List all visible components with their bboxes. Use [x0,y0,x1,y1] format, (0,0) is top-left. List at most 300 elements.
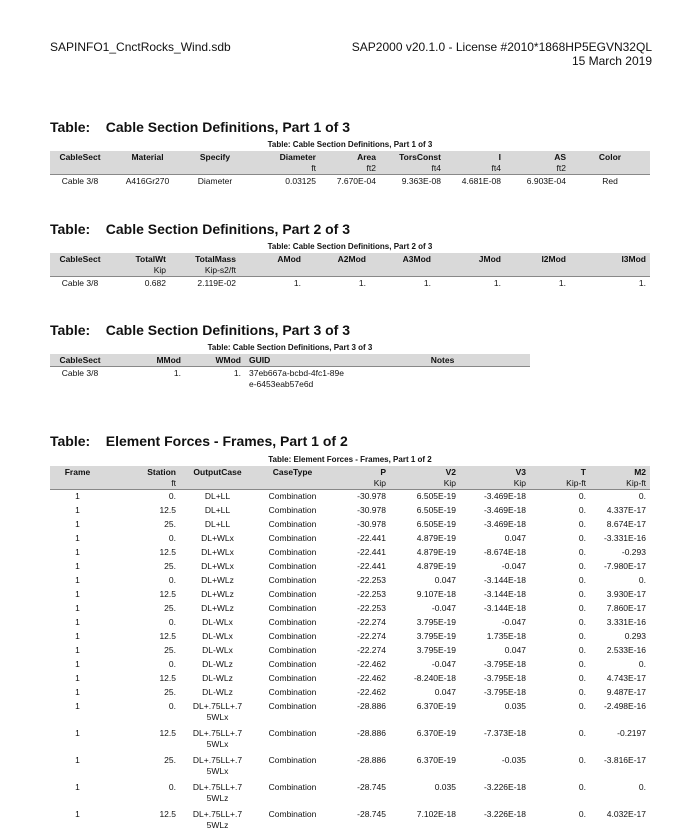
table-cell: 6.505E-19 [416,519,456,529]
table-cell: 0. [168,617,176,627]
table-cell: 0. [578,533,586,543]
table-cell: Combination [268,617,317,627]
table-cell: Combination [268,701,317,711]
column-unit: Kip [390,478,460,489]
table-cell: -0.047 [501,617,526,627]
table-cell: 0. [578,575,586,585]
table-cell: -30.978 [357,519,386,529]
table-row [50,175,650,197]
column-unit: Kip [330,478,390,489]
table-cell: 3.331E-16 [606,617,646,627]
table-row [50,630,650,644]
table-cell: Combination [268,728,317,738]
table-cell: -7.373E-18 [483,728,526,738]
table-cell: 0. [578,547,586,557]
table-cell: DL-WLz [202,659,233,669]
table-cell: -28.886 [357,701,386,711]
column-header: GUID [245,354,355,366]
column-header: CableSect [50,354,110,366]
table-row [50,504,650,518]
table-cell: Diameter [197,176,233,186]
column-header: Area [320,151,380,163]
table-cell: 0. [638,782,646,792]
cable-section-table-2 [50,253,650,299]
column-unit [255,478,330,489]
column-unit [435,265,505,276]
table-cell: 1 [75,645,80,655]
table-cell: -30.978 [357,491,386,501]
table-cell: 0. [168,533,176,543]
table-row [50,808,650,835]
table-cell [355,367,530,398]
table-cell: 2.119E-02 [197,278,236,288]
table-cell: -0.035 [501,755,526,765]
table-cell: 1 [75,561,80,571]
column-unit: Kip-s2/ft [170,265,240,276]
table-cell: -0.293 [621,547,646,557]
table-cell: DL+.75LL+.7 5WLx [192,755,243,776]
table-cell: 0.047 [434,687,456,697]
table-cell: 1 [75,491,80,501]
table-cell: 0. [168,491,176,501]
table-cell: -22.253 [357,603,386,613]
table-cell: DL-WLz [202,687,233,697]
table-cell: Combination [268,809,317,819]
table-cell: 4.681E-08 [461,176,501,186]
table-row [50,367,530,398]
column-header: OutputCase [180,466,255,478]
table-row [50,700,650,727]
column-unit: ft [105,478,180,489]
table-cell: DL+.75LL+.7 5WLx [192,728,243,749]
program-license: SAP2000 v20.1.0 - License #2010*1868HP5EGVN32QL [351,40,652,54]
table-cell: 12.5 [159,547,176,557]
table-cell: DL-WLx [202,617,233,627]
table-row [50,644,650,658]
column-unit [305,265,370,276]
table-cell: 1 [75,782,80,792]
table-row [50,560,650,574]
table-cell: -22.441 [357,547,386,557]
table-cell: -0.047 [431,659,456,669]
table-cell: 0. [578,755,586,765]
table-cell: 4.879E-19 [416,561,456,571]
column-unit [505,265,570,276]
table-cell: -3.469E-18 [483,505,526,515]
table-cell: 0.682 [144,278,166,288]
column-header: Color [570,151,650,163]
table-cell: 1 [75,701,80,711]
table-row [50,518,650,532]
table-cell: Combination [268,782,317,792]
column-header: I [445,151,505,163]
table-cell: 0. [638,659,646,669]
table-cell: 12.5 [159,728,176,738]
column-header: TotalMass [170,253,240,265]
table-cell: 0. [578,701,586,711]
table-cell: 1 [75,519,80,529]
table-cell: Combination [268,673,317,683]
table-cell: -22.441 [357,561,386,571]
table-cell: Combination [268,659,317,669]
table-cell: -22.441 [357,533,386,543]
table-cell: -28.745 [357,782,386,792]
table-cell: 0. [578,603,586,613]
table-cell: 25. [164,519,176,529]
table-cell: 1 [75,547,80,557]
column-header: WMod [185,354,245,366]
column-header: V3 [460,466,530,478]
table-cell: 0. [638,491,646,501]
column-unit: Kip-ft [530,478,590,489]
column-header: M2 [590,466,650,478]
table-cell: -3.469E-18 [483,519,526,529]
table-cell: 1 [75,575,80,585]
table2-title: Table: Cable Section Definitions, Part 2 of 3 [50,221,351,237]
table-row [50,616,650,630]
table-cell: DL+LL [204,491,231,501]
column-header: Frame [50,466,105,478]
table-cell: 1 [75,631,80,641]
table-cell: 0. [168,575,176,585]
table-row [50,574,650,588]
table-row [50,277,650,299]
table-cell: Combination [268,687,317,697]
table-cell: DL+.75LL+.7 5WLx [192,701,243,722]
table-row [50,754,650,781]
table-cell: DL-WLz [202,673,233,683]
table-cell: 6.505E-19 [416,505,456,515]
column-header: I3Mod [570,253,650,265]
table-cell: 1 [75,755,80,765]
table-cell: -28.886 [357,728,386,738]
table-cell: 4.879E-19 [416,547,456,557]
table-cell: Combination [268,645,317,655]
table-cell: -2.498E-16 [603,701,646,711]
table-cell: 0. [578,809,586,819]
table-row [50,490,650,504]
table-cell: A416Gr270 [125,176,170,186]
column-unit [570,265,650,276]
table-cell: 6.505E-19 [416,491,456,501]
column-header: JMod [435,253,505,265]
table4-title: Table: Element Forces - Frames, Part 1 of 2 [50,433,348,449]
column-header: T [530,466,590,478]
table-cell: 4.879E-19 [416,533,456,543]
table-cell: DL-WLx [202,631,233,641]
table-cell: 0. [578,673,586,683]
table-row [50,672,650,686]
table-cell: 1 [75,687,80,697]
table-cell: DL-WLx [202,645,233,655]
table-cell: 25. [164,687,176,697]
table-cell: DL+WLz [201,603,234,613]
table-cell: Combination [268,631,317,641]
table3-title: Table: Cable Section Definitions, Part 3 of 3 [50,322,351,338]
table-cell: -8.674E-18 [483,547,526,557]
table-cell: 1. [558,278,566,288]
table-cell: Combination [268,505,317,515]
table-cell: 4.337E-17 [606,505,646,515]
table-cell: 1. [493,278,501,288]
table-cell: 0. [578,519,586,529]
table-cell: 0. [578,561,586,571]
column-header: Material [110,151,185,163]
column-unit: ft2 [505,163,570,174]
table-cell: 0.047 [504,645,526,655]
table-cell: DL+WLx [201,561,234,571]
table-row [50,546,650,560]
table-cell: Combination [268,491,317,501]
table-cell: -3.795E-18 [483,687,526,697]
column-unit: ft2 [320,163,380,174]
table-cell: -22.462 [357,687,386,697]
table-cell: DL+WLx [201,533,234,543]
column-unit [50,265,110,276]
column-unit: ft [245,163,320,174]
table-cell: Combination [268,533,317,543]
table-cell: 1 [75,589,80,599]
column-header: CableSect [50,253,110,265]
table-cell: 3.930E-17 [606,589,646,599]
table-row [50,781,650,808]
column-unit [240,265,305,276]
table-cell: 1 [75,659,80,669]
table-cell: Cable 3/8 [61,278,99,288]
table-cell: -3.795E-18 [483,659,526,669]
column-header: Specify [185,151,245,163]
table-cell: -28.745 [357,809,386,819]
table-cell: 1 [75,603,80,613]
table-cell: -3.469E-18 [483,491,526,501]
table-cell: 0.047 [504,533,526,543]
table-cell: Combination [268,561,317,571]
table-cell: 0. [578,491,586,501]
table-row [50,727,650,754]
column-header: CableSect [50,151,110,163]
table-cell: 9.363E-08 [401,176,441,186]
table-cell: Cable 3/8 [61,176,99,186]
table-cell: 12.5 [159,631,176,641]
table-cell: Combination [268,547,317,557]
table4-caption: Table: Element Forces - Frames, Part 1 of 2 [268,455,432,464]
table-cell: DL+WLz [201,575,234,585]
table-cell: Combination [268,575,317,585]
table-cell: 25. [164,645,176,655]
table-cell: 9.487E-17 [606,687,646,697]
table-cell: DL+.75LL+.7 5WLz [192,782,243,803]
table1-title: Table: Cable Section Definitions, Part 1 of 3 [50,119,351,135]
table-cell: 0.03125 [285,176,316,186]
table-cell: 0. [578,687,586,697]
table-cell: DL+.75LL+.7 5WLz [192,809,243,830]
column-unit [180,478,255,489]
column-unit [570,163,650,174]
table-cell: 12.5 [159,505,176,515]
table-cell: 6.903E-04 [526,176,566,186]
table-cell: -7.980E-17 [603,561,646,571]
table-cell: 0. [578,659,586,669]
column-header: Station [105,466,180,478]
table-cell: 6.370E-19 [416,701,456,711]
table-cell: -8.240E-18 [413,673,456,683]
table-cell: 1 [75,617,80,627]
column-header: Notes [355,354,530,366]
table2-caption: Table: Cable Section Definitions, Part 2 of 3 [267,242,433,251]
column-header: TotalWt [110,253,170,265]
table-cell: 2.533E-16 [606,645,646,655]
table-cell: 12.5 [159,809,176,819]
file-name: SAPINFO1_CnctRocks_Wind.sdb [50,40,231,54]
table-cell: 12.5 [159,589,176,599]
table-cell: -3.144E-18 [483,603,526,613]
table-cell: 12.5 [159,673,176,683]
table-cell: 0. [638,575,646,585]
table-cell: DL+LL [204,519,231,529]
table-cell: 0.293 [624,631,646,641]
table-cell: 1. [358,278,366,288]
table-cell: 0. [168,782,176,792]
table-cell: 7.860E-17 [606,603,646,613]
table-cell: 1. [423,278,431,288]
table-cell: 6.370E-19 [416,728,456,738]
column-unit: Kip [460,478,530,489]
table-cell: -3.331E-16 [603,533,646,543]
column-header: V2 [390,466,460,478]
column-header: CaseType [255,466,330,478]
column-unit [370,265,435,276]
program-info [352,40,652,68]
table-cell: 0.035 [504,701,526,711]
table-cell: -22.253 [357,575,386,585]
table-cell: -3.226E-18 [483,782,526,792]
table3-caption: Table: Cable Section Definitions, Part 3 of 3 [207,343,373,352]
table1-caption: Table: Cable Section Definitions, Part 1 of 3 [267,140,433,149]
table-cell: 0. [578,589,586,599]
table-cell: DL+WLz [201,589,234,599]
table-cell: 25. [164,755,176,765]
table-cell: 0. [578,782,586,792]
column-header: A2Mod [305,253,370,265]
table-cell: 3.795E-19 [416,645,456,655]
table-cell: -22.253 [357,589,386,599]
table-cell: Combination [268,755,317,765]
table-cell: 1. [638,278,646,288]
column-unit: ft4 [445,163,505,174]
table-cell: 37eb667a-bcbd-4fc1-89e e-6453eab57e6d [249,368,344,389]
column-header: AS [505,151,570,163]
table-cell: 1 [75,809,80,819]
table-cell: 1 [75,505,80,515]
table-cell: 0. [578,505,586,515]
table-cell: 0. [168,659,176,669]
table-cell: 1 [75,728,80,738]
table-cell: -28.886 [357,755,386,765]
table-cell: 7.670E-04 [336,176,376,186]
table-cell: 7.102E-18 [416,809,456,819]
table-cell: -22.274 [357,645,386,655]
table-row [50,658,650,672]
table-cell: 1. [233,368,241,378]
table-row [50,588,650,602]
column-header: MMod [110,354,185,366]
column-unit [50,478,105,489]
table-cell: 1 [75,673,80,683]
table-cell: -3.226E-18 [483,809,526,819]
table-cell: -22.462 [357,659,386,669]
table-row [50,602,650,616]
table-cell: -3.816E-17 [603,755,646,765]
table-cell: 1. [173,368,181,378]
column-unit [50,163,110,174]
column-header: A3Mod [370,253,435,265]
table-cell: -22.462 [357,673,386,683]
table-cell: 1 [75,533,80,543]
column-unit [185,163,245,174]
table-cell: 1.735E-18 [486,631,526,641]
table-cell: 25. [164,603,176,613]
element-forces-table [50,466,650,835]
table-cell: DL+WLx [201,547,234,557]
table-cell: 25. [164,561,176,571]
report-date: 15 March 2019 [571,54,652,68]
column-header: I2Mod [505,253,570,265]
table-cell: 4.743E-17 [606,673,646,683]
table-cell: -3.144E-18 [483,575,526,585]
table-cell: DL+LL [204,505,231,515]
cable-section-table-3 [50,354,530,398]
table-cell: 3.795E-19 [416,631,456,641]
column-unit [110,163,185,174]
table-cell: 0. [578,728,586,738]
table-cell: 3.795E-19 [416,617,456,627]
table-cell: 1. [293,278,301,288]
table-cell: 0.047 [434,575,456,585]
table-cell: 6.370E-19 [416,755,456,765]
table-cell: 9.107E-18 [416,589,456,599]
table-cell: -3.795E-18 [483,673,526,683]
table-cell: -3.144E-18 [483,589,526,599]
column-header: Diameter [245,151,320,163]
column-header: P [330,466,390,478]
column-unit: ft4 [380,163,445,174]
table-cell: Red [602,176,618,186]
table-cell: 4.032E-17 [606,809,646,819]
cable-section-table-1 [50,151,650,197]
table-cell: 0. [578,617,586,627]
table-cell: -22.274 [357,617,386,627]
column-unit: Kip-ft [590,478,650,489]
table-row [50,686,650,700]
table-cell: -0.2197 [617,728,646,738]
table-cell: 0. [578,645,586,655]
table-cell: Combination [268,603,317,613]
table-cell: Combination [268,519,317,529]
column-header: TorsConst [380,151,445,163]
table-row [50,532,650,546]
table-cell: 0. [578,631,586,641]
column-header: AMod [240,253,305,265]
table-cell: -30.978 [357,505,386,515]
table-cell: 0. [168,701,176,711]
table-cell: -22.274 [357,631,386,641]
table-cell: 0.035 [434,782,456,792]
table-cell: -0.047 [501,561,526,571]
table-cell: Cable 3/8 [61,368,99,378]
table-cell: -0.047 [431,603,456,613]
table-cell: Combination [268,589,317,599]
column-unit: Kip [110,265,170,276]
